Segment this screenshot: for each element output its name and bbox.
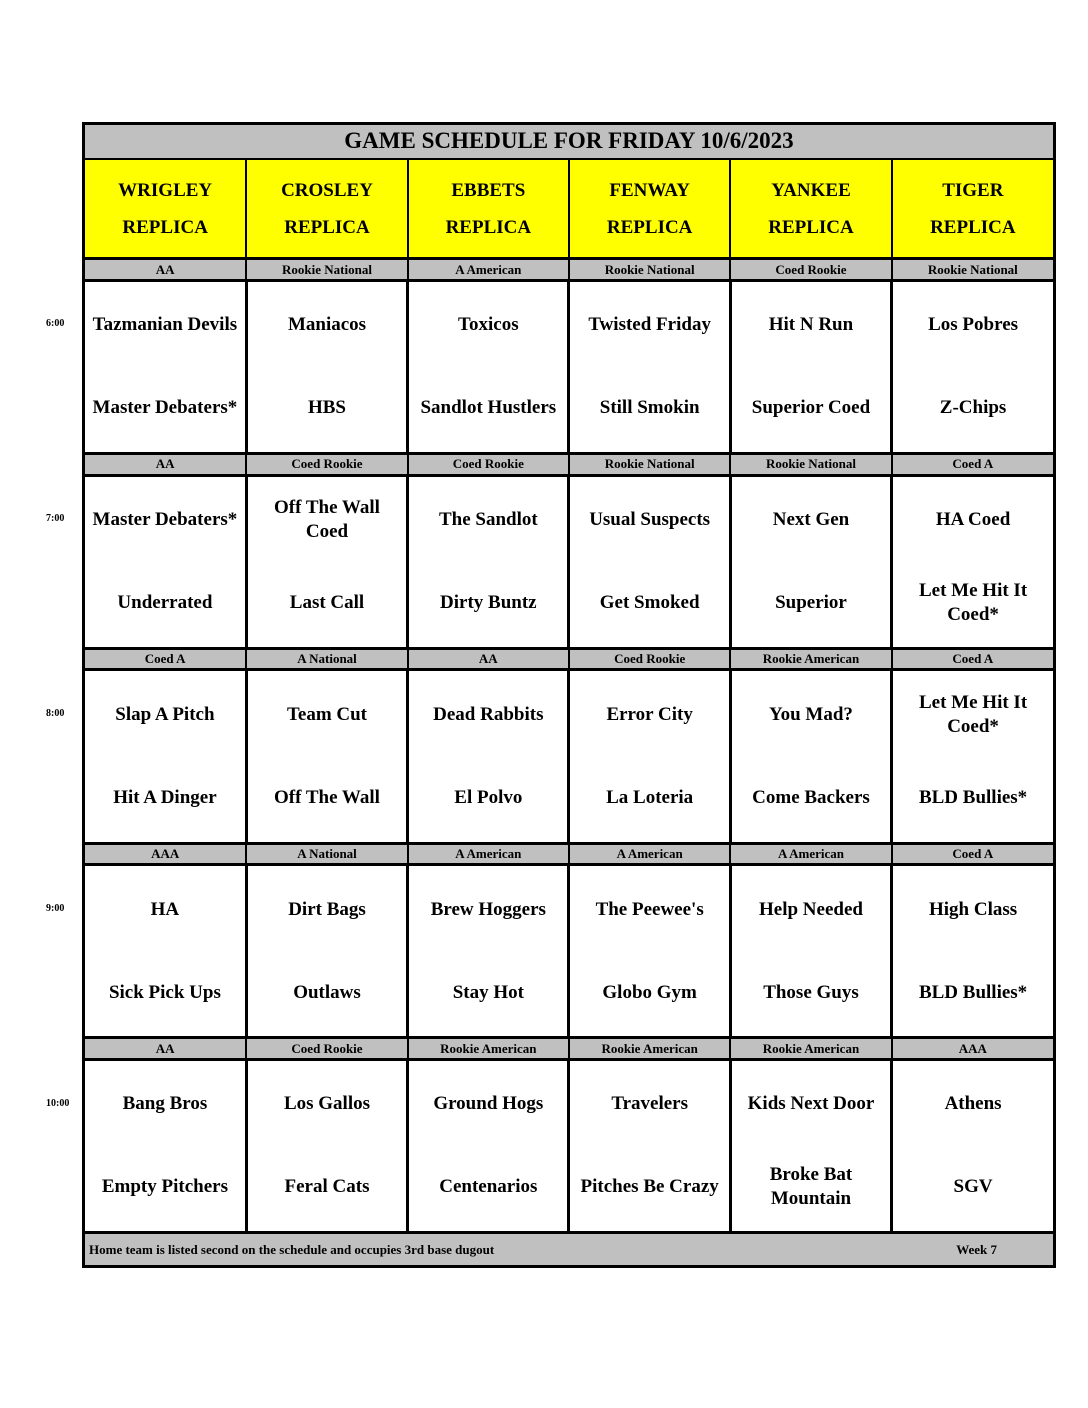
field-name: FENWAY	[609, 179, 690, 201]
field-subtitle: REPLICA	[284, 216, 370, 238]
game-cell	[569, 280, 730, 453]
game-cell	[569, 1059, 730, 1232]
home-team: Hit A Dinger	[113, 786, 217, 808]
home-team: Get Smoked	[599, 592, 700, 614]
away-team: Travelers	[611, 1093, 688, 1115]
game-cell	[569, 670, 730, 843]
title-row	[85, 125, 1053, 159]
game-cell	[408, 280, 569, 453]
field-header-yankee	[730, 159, 891, 259]
division-label: A National	[246, 843, 407, 865]
division-label: Coed A	[892, 454, 1053, 476]
away-team: HA	[150, 898, 180, 920]
division-label: AAA	[892, 1038, 1053, 1060]
field-header-row	[85, 159, 1053, 259]
away-team: Athens	[944, 1093, 1002, 1115]
field-subtitle: REPLICA	[930, 216, 1016, 238]
division-row	[85, 259, 1053, 281]
time-label: 7:00	[46, 513, 65, 524]
away-team: Next Gen	[772, 509, 850, 531]
home-team: Centenarios	[439, 1176, 538, 1198]
away-team: Toxicos	[458, 314, 519, 336]
game-cell	[85, 865, 246, 1038]
division-label: Coed Rookie	[246, 454, 407, 476]
game-cell	[246, 475, 407, 648]
game-cell	[85, 475, 246, 648]
away-team: You Mad?	[769, 703, 853, 725]
time-label: 10:00	[46, 1098, 70, 1109]
game-cell	[85, 280, 246, 453]
away-team: Brew Hoggers	[430, 898, 546, 920]
field-header-tiger	[892, 159, 1053, 259]
game-cell	[730, 280, 891, 453]
home-team: Master Debaters*	[92, 397, 238, 419]
home-team: Come Backers	[752, 786, 870, 808]
home-team: Superior	[775, 592, 847, 614]
division-label: A American	[730, 843, 891, 865]
time-label: 6:00	[46, 318, 65, 329]
division-label: Coed Rookie	[246, 1038, 407, 1060]
division-label: Rookie American	[569, 1038, 730, 1060]
game-cell	[408, 1059, 569, 1232]
division-label: A American	[408, 843, 569, 865]
game-cell	[892, 865, 1053, 1038]
home-team: Stay Hot	[452, 981, 524, 1003]
division-label: Coed A	[892, 648, 1053, 670]
home-team: BLD Bullies*	[918, 981, 1028, 1003]
away-team: Tazmanian Devils	[92, 314, 238, 336]
field-header-ebbets	[408, 159, 569, 259]
field-name: CROSLEY	[281, 179, 373, 201]
division-label: Rookie National	[892, 259, 1053, 281]
division-row	[85, 843, 1053, 865]
field-name: YANKEE	[771, 179, 851, 201]
division-label: Coed A	[85, 648, 246, 670]
home-team: HBS	[307, 397, 346, 419]
time-label: 9:00	[46, 903, 65, 914]
game-cell	[730, 865, 891, 1038]
game-cell	[569, 865, 730, 1038]
game-row	[85, 475, 1053, 648]
game-row	[85, 865, 1053, 1038]
schedule-table	[85, 125, 1053, 1265]
home-team: Last Call	[289, 592, 365, 614]
home-team: Let Me Hit It Coed*	[918, 580, 1028, 626]
field-name: EBBETS	[451, 179, 526, 201]
game-cell	[246, 1059, 407, 1232]
division-label: Rookie National	[569, 259, 730, 281]
game-row	[85, 280, 1053, 453]
game-cell	[892, 280, 1053, 453]
away-team: Twisted Friday	[588, 314, 711, 336]
away-team: Bang Bros	[122, 1093, 208, 1115]
away-team: Los Pobres	[928, 314, 1019, 336]
away-team: HA Coed	[935, 509, 1011, 531]
division-label: AA	[85, 454, 246, 476]
division-label: A American	[408, 259, 569, 281]
field-subtitle: REPLICA	[768, 216, 854, 238]
game-cell	[730, 475, 891, 648]
home-team: Z-Chips	[939, 397, 1007, 419]
game-cell	[246, 865, 407, 1038]
footer-note: Home team is listed second on the schedule and occupies 3rd base dugout	[85, 1233, 892, 1265]
away-team: Team Cut	[286, 703, 368, 725]
division-label: Rookie National	[246, 259, 407, 281]
home-team: Sick Pick Ups	[108, 981, 221, 1003]
away-team: The Sandlot	[438, 509, 538, 531]
away-team: Error City	[606, 703, 693, 725]
division-label: AA	[85, 259, 246, 281]
away-team: Hit N Run	[768, 314, 854, 336]
week-label: Week 7	[892, 1233, 1053, 1265]
division-label: Coed A	[892, 843, 1053, 865]
division-label: Rookie National	[569, 454, 730, 476]
home-team: Globo Gym	[602, 981, 697, 1003]
division-label: AAA	[85, 843, 246, 865]
away-team: Off The Wall Coed	[274, 497, 380, 543]
home-team: Outlaws	[293, 981, 361, 1003]
division-label: AA	[408, 648, 569, 670]
game-cell	[408, 475, 569, 648]
division-label: Rookie American	[730, 1038, 891, 1060]
field-name: WRIGLEY	[118, 179, 213, 201]
away-team: High Class	[928, 898, 1018, 920]
away-team: Master Debaters*	[92, 509, 238, 531]
home-team: Off The Wall	[274, 786, 380, 808]
home-team: Dirty Buntz	[440, 592, 537, 614]
game-cell	[408, 670, 569, 843]
game-cell	[85, 670, 246, 843]
schedule-sheet	[82, 122, 1056, 1268]
division-label: AA	[85, 1038, 246, 1060]
away-team: Ground Hogs	[433, 1093, 544, 1115]
home-team: Those Guys	[763, 981, 859, 1003]
field-header-wrigley	[85, 159, 246, 259]
division-label: A National	[246, 648, 407, 670]
division-label: Coed Rookie	[408, 454, 569, 476]
home-team: SGV	[953, 1176, 993, 1198]
field-subtitle: REPLICA	[445, 216, 532, 238]
away-team: Maniacos	[287, 314, 367, 336]
game-cell	[246, 280, 407, 453]
away-team: Los Gallos	[283, 1093, 371, 1115]
away-team: Dead Rabbits	[433, 703, 544, 725]
field-subtitle: REPLICA	[122, 216, 208, 238]
field-header-fenway	[569, 159, 730, 259]
away-team: Help Needed	[758, 898, 863, 920]
game-cell	[85, 1059, 246, 1232]
away-team: The Peewee's	[595, 898, 704, 920]
division-row	[85, 1038, 1053, 1060]
time-label: 8:00	[46, 708, 65, 719]
division-label: Rookie American	[730, 648, 891, 670]
page-title: GAME SCHEDULE FOR FRIDAY 10/6/2023	[85, 125, 1053, 159]
game-row	[85, 1059, 1053, 1232]
game-row	[85, 670, 1053, 843]
division-row	[85, 454, 1053, 476]
home-team: Pitches Be Crazy	[580, 1176, 719, 1198]
division-label: Rookie American	[408, 1038, 569, 1060]
home-team: BLD Bullies*	[918, 786, 1028, 808]
away-team: Let Me Hit It Coed*	[918, 691, 1028, 737]
field-subtitle: REPLICA	[606, 216, 693, 238]
game-cell	[408, 865, 569, 1038]
division-label: A American	[569, 843, 730, 865]
game-cell	[246, 670, 407, 843]
footer-row	[85, 1233, 1053, 1265]
away-team: Usual Suspects	[589, 509, 711, 531]
home-team: La Loteria	[606, 786, 694, 808]
game-cell	[892, 475, 1053, 648]
home-team: Still Smokin	[599, 397, 700, 419]
game-cell	[892, 1059, 1053, 1232]
game-cell	[569, 475, 730, 648]
division-label: Coed Rookie	[569, 648, 730, 670]
game-cell	[892, 670, 1053, 843]
home-team: Superior Coed	[751, 397, 871, 419]
home-team: Feral Cats	[284, 1176, 370, 1198]
field-name: TIGER	[942, 179, 1004, 201]
away-team: Slap A Pitch	[115, 703, 215, 725]
game-cell	[730, 670, 891, 843]
away-team: Dirt Bags	[288, 898, 366, 920]
home-team: El Polvo	[454, 786, 523, 808]
division-label: Coed Rookie	[730, 259, 891, 281]
field-header-crosley	[246, 159, 407, 259]
game-cell	[730, 1059, 891, 1232]
home-team: Empty Pitchers	[101, 1176, 228, 1198]
division-label: Rookie National	[730, 454, 891, 476]
home-team: Broke Bat Mountain	[769, 1164, 853, 1210]
home-team: Sandlot Hustlers	[420, 397, 557, 419]
division-row	[85, 648, 1053, 670]
home-team: Underrated	[117, 592, 213, 614]
away-team: Kids Next Door	[747, 1093, 875, 1115]
